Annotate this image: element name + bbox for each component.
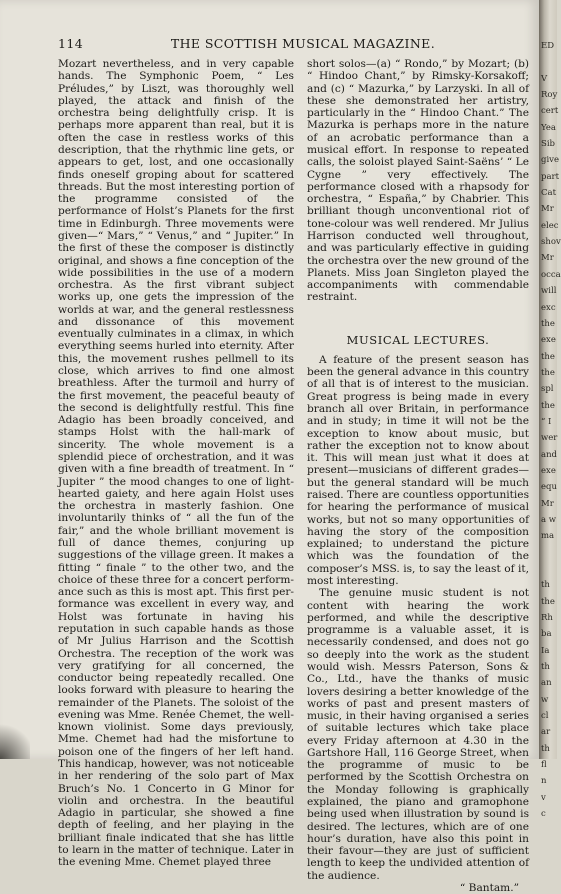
facing-page-fragment: will: [541, 286, 557, 297]
facing-page-fragment: spl: [541, 384, 554, 395]
facing-page-fragment: “ I: [541, 416, 552, 427]
facing-page-fragment: Mr: [541, 204, 554, 215]
facing-page-fragment: w: [541, 694, 549, 705]
facing-page-fragment: cert: [541, 106, 559, 117]
facing-page-fragment: Rh: [541, 613, 553, 624]
facing-page-fragment: ma: [541, 531, 555, 542]
facing-page-fragment: [541, 561, 557, 577]
facing-page-fragment: ar: [541, 727, 551, 738]
section-heading: MUSICAL LECTURES.: [346, 332, 490, 347]
binding-shadow: [0, 719, 30, 759]
facing-page-fragment: th: [541, 580, 550, 591]
facing-page-fragment: th: [541, 743, 550, 754]
facing-page-fragment: ED: [541, 41, 555, 51]
facing-page-fragment: c: [541, 809, 546, 820]
article-paragraph: A feature of the present season has been the general advance in this country of all that is of interest to the musician. Great progress is being made in every branch all over Britain, in performance and in study; in time it will not be the exception to know about music, but rather the exception not to know about it. This will mean just what it does at present—musicians of different grades—but the general standard will be much raised. There are countless opportunities for hearing the performance of musical works, but not so many opportunities of having the story of the composition explained; to understand the picture which was the foundation of the composer’s MSS. is, to say the least of it, most interesting.: [307, 353, 530, 587]
facing-page-fragment: an: [541, 678, 552, 689]
facing-page-fragment: the: [541, 351, 555, 362]
facing-page-fragment: n: [541, 776, 547, 787]
facing-page-fragment: occa: [541, 269, 561, 280]
facing-page-fragment: [541, 54, 557, 70]
author-signature: “ Bantam.”: [459, 882, 519, 894]
facing-page-edge: [539, 0, 561, 820]
facing-page-fragment: exe: [541, 335, 556, 346]
facing-page-fragment: equ: [541, 482, 557, 493]
page-number: 114: [58, 36, 84, 51]
facing-page-text-fragments: [541, 38, 561, 823]
facing-page-fragment: shov: [541, 237, 561, 248]
running-title: THE SCOTTISH MUSICAL MAGAZINE.: [170, 36, 436, 51]
article-paragraph: The genuine music student is not content with hearing the work performed, and while the descriptive programme is a valuable asset, it is necessarily condensed, and does not go so deeply into the work as the student would wish. Messrs Paterson, Sons & Co., Ltd., have the thanks of music lovers desiring a better knowledge of the works of past and present masters of music, in their having organised a series of suitable lectures which take place every Friday afternoon at 4.30 in the Gartshore Hall, 116 George Street, when the programme of music to be performed by the Scottish Orchestra on the Monday following is graphically explained, the piano and gramophone being used when illustration by sound is desired. The lectures, which are of one hour’s duration, have also this point in their favour—they are just of sufficient length to keep the undivided attention of the audience.: [307, 587, 529, 882]
facing-page-fragment: give: [541, 155, 559, 166]
facing-page-fragment: cl: [541, 711, 549, 722]
facing-page-fragment: and: [541, 449, 557, 460]
facing-page-fragment: Mr: [541, 253, 554, 264]
facing-page-fragment: fl: [541, 760, 547, 771]
facing-page-fragment: [541, 545, 557, 561]
facing-page-fragment: exe: [541, 465, 556, 476]
facing-page-fragment: V: [541, 73, 548, 84]
facing-page-fragment: the: [541, 318, 555, 329]
article-paragraph: Mozart nevertheless, and in very capable hands. The Symphonic Poem, “ Les Préludes,” by Liszt, was thoroughly well played, the attack and finish of the orchestra being delightfully crisp. It is perhaps more apparent than real, but it is often the case in restless works of this description, that the rhythmic line gets, or appears to get, lost, and one occasionally finds oneself groping about for scattered threads. But the most interesting portion of the programme consisted of the performance of Holst’s Planets for the first time in Edinburgh. Three movements were given—“ Mars,” “ Venus,” and “ Jupiter.” In the first of these the composer is distinctly original, and shows a fine conception of the wide possibilities in the use of a modern orchestra. As the first vibrant subject works up, one gets the impression of the worlds at war, and the general restlessness and dissonance of this movement eventually culminates in a climax, in which everything seems hurled into eternity. After this, the movement rushes pellmell to its close, which arrives to find one almost breathless. After the turmoil and hurry of the first movement, the peaceful beauty of the second is delightfully restful. This fine Adagio has been broadly conceived, and stamps Holst with the hall-mark of sincerity. The whole movement is a splendid piece of orchestration, and it was given with a fine breadth of treatment. In “ Jupiter ” the mood changes to one of lighthearted gaiety, and here again Holst uses the orchestra in masterly fashion. One involuntarily thinks of “ all the fun of the fair,” and the whole brilliant movement is full of dance themes, conjuring up suggestions of the village green. It makes a fitting “ finale ” to the other two, and the choice of these three for a concert performance such as this is most apt. This first performance was excellent in every way, and Holst was fortunate in having his reputation in such capable hands as those of Mr Julius Harrison and the Scottish Orchestra. The reception of the work was very gratifying for all concerned, the conductor being repeatedly recalled. One looks forward with pleasure to hearing the remainder of the Planets. The soloist of the evening was Mme. Renée Chemet, the well-known violinist. Some days previously, Mme. Chemet had had the misfortune to poison one of the fingers of her left hand. This handicap, however, was not noticeable in her rendering of the solo part of Max Bruch’s No. 1 Concerto in G Minor for violin and orchestra. In the beautiful Adagio in particular, she showed a fine depth of feeling, and her playing in the brilliant finale indicated that she has little to learn in the matter of technique. Later in the evening Mme. Chemet played three: [58, 58, 294, 869]
facing-page-fragment: Ia: [541, 645, 550, 656]
facing-page-fragment: the: [541, 596, 555, 607]
facing-page-fragment: the: [541, 400, 555, 411]
facing-page-fragment: Mr: [541, 498, 554, 509]
left-column: [58, 58, 294, 869]
facing-page-fragment: v: [541, 792, 546, 803]
facing-page-fragment: th: [541, 662, 550, 673]
facing-page-fragment: Cat: [541, 188, 556, 199]
facing-page-fragment: ba: [541, 629, 552, 640]
page-header: [58, 36, 528, 52]
facing-page-fragment: part: [541, 171, 559, 182]
facing-page-fragment: Roy: [541, 90, 558, 101]
article-continuation: short solos—(a) “ Rondo,” by Mozart; (b) “ Hindoo Chant,” by Rimsky-Korsakoff; and (c) “ Mazurka,” by Larzyski. In all of these she demonstrated her artistry, particularly in the “ Hindoo Chant.” The Mazurka is perhaps more in the nature of an acrobatic performance than a musical effort. In response to repeated calls, the soloist played Saint-Saëns’ “ Le Cygne ” very effectively. The performance closed with a rhapsody for orchestra, “ España,” by Chabrier. This brilliant though unconventional riot of tone-colour was well rendered. Mr Julius Harrison conducted well throughout, and was particularly effective in guiding the orchestra over the new ground of the Planets. Miss Joan Singleton played the accompaniments with commendable restraint.: [307, 58, 529, 304]
facing-page-fragment: wer: [541, 433, 558, 444]
facing-page-fragment: exc: [541, 302, 556, 313]
facing-page-fragment: a w: [541, 514, 557, 525]
facing-page-fragment: Yea: [541, 122, 556, 133]
facing-page-fragment: the: [541, 367, 555, 378]
facing-page-fragment: elec: [541, 220, 559, 231]
facing-page-fragment: Sib: [541, 139, 555, 150]
right-column: [307, 58, 529, 894]
